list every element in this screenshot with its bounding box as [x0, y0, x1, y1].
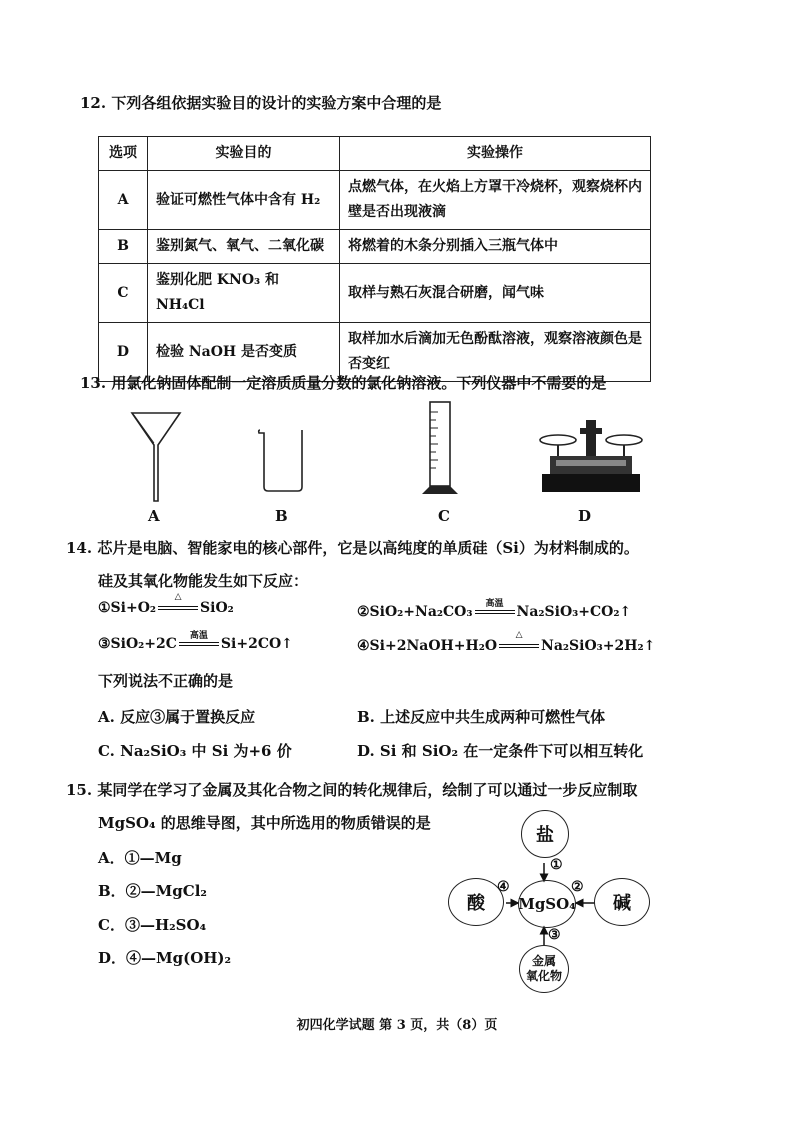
- graduated-cylinder-icon: [420, 398, 464, 498]
- q15-option-a: A．①—Mg: [98, 849, 182, 867]
- mindmap-node-acid: 酸: [448, 878, 504, 926]
- balance-scale-icon: [536, 412, 646, 498]
- q15-option-d: D．④—Mg(OH)₂: [98, 949, 232, 967]
- header-purpose: 实验目的: [148, 137, 340, 171]
- row-purpose: 验证可燃性气体中含有 H₂: [148, 171, 340, 230]
- table-row: [99, 230, 651, 264]
- q15-option-b: B．②—MgCl₂: [98, 882, 207, 900]
- row-operation: 取样与熟石灰混合研磨，闻气味: [340, 264, 651, 323]
- q15-stem-line1: 15. 某同学在学习了金属及其化合物之间的转化规律后，绘制了可以通过一步反应制取: [66, 781, 638, 799]
- mindmap-label-3: ③: [548, 927, 561, 943]
- equation-3: ③SiO₂+2C 高温 Si+2CO↑: [98, 631, 293, 652]
- page-footer: 初四化学试题 第 3 页，共（8）页: [296, 1018, 498, 1033]
- row-option: D: [99, 323, 148, 382]
- option-label: D: [578, 507, 592, 525]
- mindmap-node-metal-oxide: 金属 氧化物: [519, 945, 569, 993]
- option-label: B: [275, 507, 288, 525]
- equation-1: ①Si+O₂ △ SiO₂: [98, 592, 234, 616]
- equation-4: ④Si+2NaOH+H₂O △ Na₂SiO₃+2H₂↑: [357, 630, 656, 654]
- row-operation: 取样加水后滴加无色酚酞溶液，观察溶液颜色是否变红: [340, 323, 651, 382]
- q15-stem-line2: MgSO₄ 的思维导图，其中所选用的物质错误的是: [98, 814, 431, 832]
- row-option: A: [99, 171, 148, 230]
- q14-option-c: C. Na₂SiO₃ 中 Si 为+6 价: [98, 742, 292, 760]
- equation-2: ②SiO₂+Na₂CO₃ 高温 Na₂SiO₃+CO₂↑: [357, 599, 632, 620]
- q14-ask: 下列说法不正确的是: [98, 672, 234, 690]
- mindmap-node-center: MgSO₄: [518, 880, 576, 928]
- q14-option-a: A. 反应③属于置换反应: [98, 708, 256, 726]
- option-label: A: [148, 507, 160, 525]
- table-row: [99, 171, 651, 230]
- q14-option-d: D. Si 和 SiO₂ 在一定条件下可以相互转化: [357, 742, 644, 760]
- mindmap-label-1: ①: [550, 857, 563, 873]
- q15-option-c: C．③—H₂SO₄: [98, 916, 207, 934]
- mindmap-label-4: ④: [497, 879, 510, 895]
- mindmap-label-2: ②: [571, 879, 584, 895]
- row-operation: 点燃气体，在火焰上方罩干冷烧杯，观察烧杯内壁是否出现液滴: [340, 171, 651, 230]
- q14-option-b: B. 上述反应中共生成两种可燃性气体: [357, 708, 606, 726]
- funnel-icon: [128, 405, 184, 505]
- mindmap-node-salt: 盐: [521, 810, 569, 858]
- header-operation: 实验操作: [340, 137, 651, 171]
- q13-stem: 13. 用氯化钠固体配制一定溶质质量分数的氯化钠溶液。下列仪器中不需要的是: [80, 374, 607, 392]
- q14-stem: 14. 芯片是电脑、智能家电的核心部件，它是以高纯度的单质硅（Si）为材料制成的。: [66, 539, 639, 557]
- beaker-icon: [256, 425, 308, 493]
- header-option: 选项: [99, 137, 148, 171]
- row-purpose: 鉴别化肥 KNO₃ 和 NH₄Cl: [148, 264, 340, 323]
- q12-stem: 12. 下列各组依据实验目的设计的实验方案中合理的是: [80, 94, 442, 112]
- mindmap-node-base: 碱: [594, 878, 650, 926]
- row-option: C: [99, 264, 148, 323]
- q14-intro: 硅及其氧化物能发生如下反应：: [98, 572, 309, 590]
- table-header-row: [99, 137, 651, 171]
- row-purpose: 鉴别氮气、氧气、二氧化碳: [148, 230, 340, 264]
- row-operation: 将燃着的木条分别插入三瓶气体中: [340, 230, 651, 264]
- q12-table: [98, 136, 651, 382]
- table-row: [99, 264, 651, 323]
- row-option: B: [99, 230, 148, 264]
- option-label: C: [438, 507, 450, 525]
- row-purpose: 检验 NaOH 是否变质: [148, 323, 340, 382]
